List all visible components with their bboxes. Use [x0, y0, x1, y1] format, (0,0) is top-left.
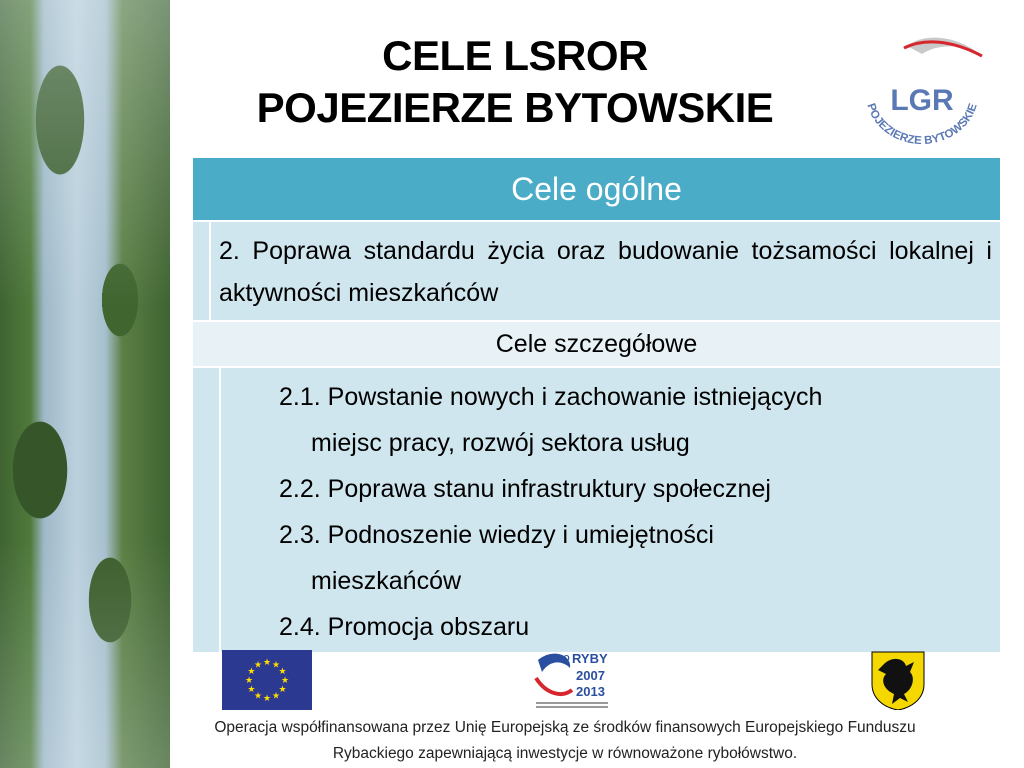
specific-goals-list [221, 368, 1000, 652]
eu-star-icon: ★ [262, 694, 272, 704]
lgr-logo-ring-text: POJEZIERZE BYTOWSKIE [864, 102, 980, 148]
row-spacer [193, 222, 211, 320]
ryby-fine-print [536, 706, 608, 708]
ryby-text: RYBY [572, 651, 608, 666]
eu-star-icon: ★ [278, 667, 287, 677]
eu-star-icon: ★ [247, 667, 256, 677]
specific-goals-row [193, 368, 1000, 652]
specific-goals-header: Cele szczegółowe [193, 322, 1000, 368]
eu-star-icon: ★ [262, 658, 272, 668]
eu-star-icon: ★ [271, 660, 281, 671]
goals-table [193, 158, 1000, 652]
ryby-swoosh-red [536, 678, 572, 694]
cofinancing-note [200, 715, 930, 767]
list-item [279, 512, 992, 604]
title-line-2: POJEZIERZE BYTOWSKIE [256, 84, 774, 131]
eu-star-icon: ★ [280, 676, 290, 686]
title-line-1: CELE LSROR [382, 32, 648, 79]
eu-star-icon: ★ [253, 660, 263, 671]
sponsor-logos [170, 650, 1024, 714]
list-item [279, 604, 992, 650]
lgr-logo-text: LGR [890, 84, 954, 117]
eu-star-icon: ★ [271, 691, 281, 702]
list-item-text: 2.4. Promocja obszaru [279, 613, 530, 641]
row-spacer [193, 368, 221, 652]
pomorskie-coat-of-arms-icon [870, 650, 926, 710]
footer-line-1: Operacja współfinansowana przez Unię Europejską ze środków finansowych Europejskiego Funduszu [214, 719, 916, 736]
ryby-fine-print [536, 702, 608, 704]
eu-star-icon: ★ [253, 691, 263, 702]
general-goals-header: Cele ogólne [193, 158, 1000, 222]
list-item-text: 2.2. Poprawa stanu infrastruktury społecznej [279, 475, 771, 503]
eu-flag-icon [222, 650, 312, 710]
general-goal-text: 2. Poprawa standardu życia oraz budowanie tożsamości lokalnej i aktywności mieszkańców [219, 237, 992, 307]
list-item [279, 374, 992, 466]
ryby-po-text: PO [558, 654, 570, 663]
list-item-text: 2.3. Podnoszenie wiedzy i umiejętności [279, 521, 714, 549]
list-item-continuation: miejsc pracy, rozwój sektora usług [311, 429, 690, 457]
footer-line-2: Rybackiego zapewniającą inwestycje w równoważone rybołówstwo. [332, 745, 798, 762]
eu-star-icon: ★ [247, 685, 256, 695]
ryby-year-end: 2013 [576, 684, 605, 699]
po-ryby-logo [532, 650, 612, 712]
fish-logo-shape [907, 38, 977, 54]
list-item-continuation: mieszkańców [311, 567, 462, 595]
eu-star-icon: ★ [244, 676, 254, 686]
general-goal-row [193, 222, 1000, 322]
ryby-year-start: 2007 [576, 668, 605, 683]
lake-aerial-photo [0, 0, 170, 768]
list-item [279, 466, 992, 512]
slide-title [205, 30, 825, 134]
photo-haze [0, 0, 170, 768]
list-item-text: 2.1. Powstanie nowych i zachowanie istniejących [279, 383, 823, 411]
lgr-logo [852, 32, 992, 152]
eu-star-icon: ★ [278, 685, 287, 695]
